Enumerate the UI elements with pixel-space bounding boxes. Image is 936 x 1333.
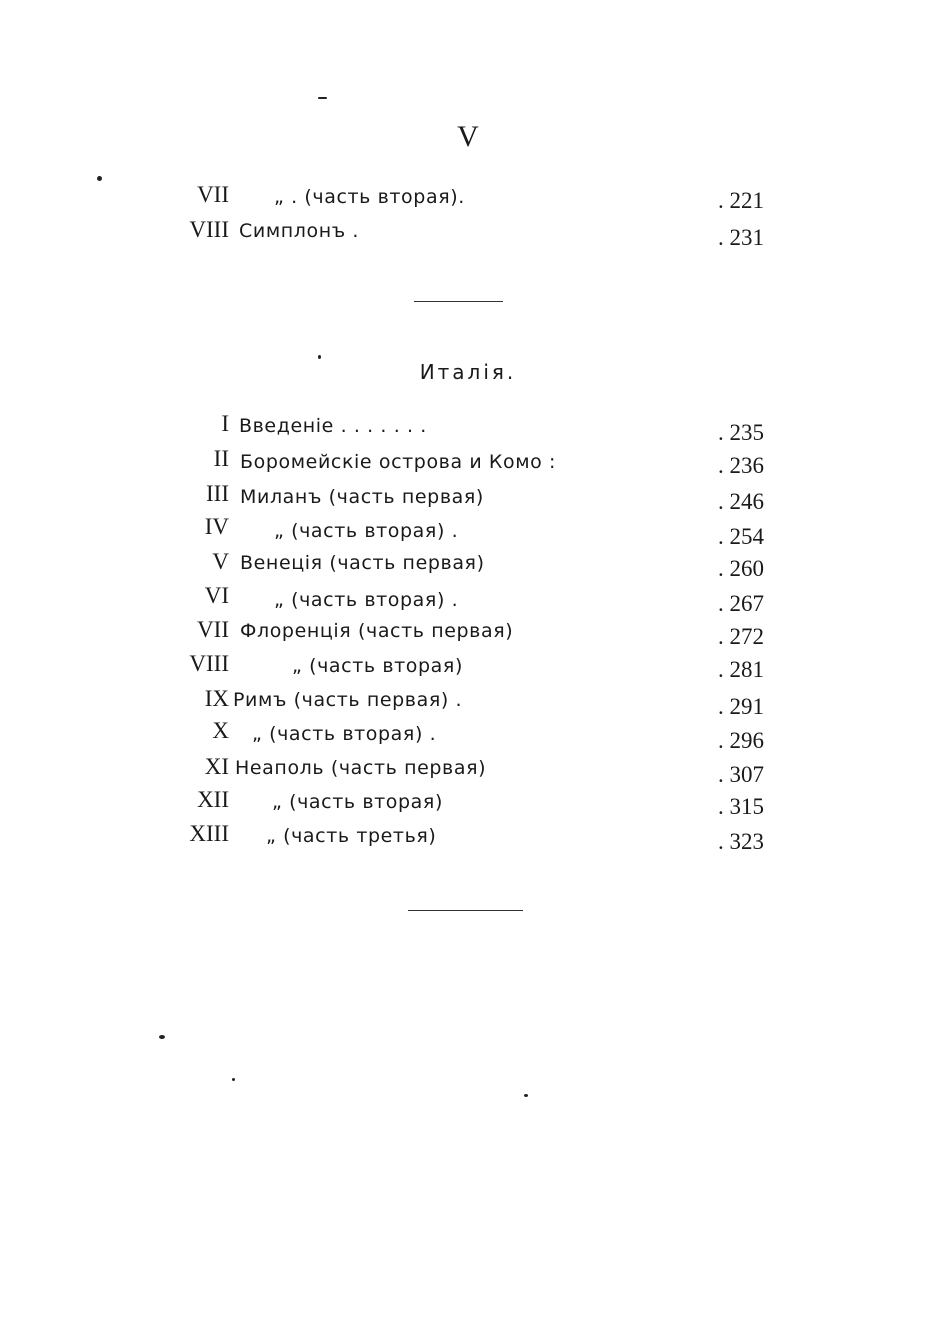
entry-page: . 307 bbox=[718, 762, 764, 787]
entry-title: Боромейскіе острова и Комо : bbox=[240, 451, 557, 473]
toc-entry bbox=[0, 481, 936, 515]
toc-entry bbox=[0, 182, 936, 216]
entry-numeral: VII bbox=[197, 617, 229, 642]
entry-numeral: IV bbox=[204, 514, 229, 539]
toc-entry bbox=[0, 617, 936, 651]
page-number: V bbox=[457, 120, 479, 153]
entry-numeral: XIII bbox=[189, 821, 229, 846]
entry-page: . 246 bbox=[718, 489, 764, 514]
entry-numeral: XI bbox=[204, 754, 229, 779]
entry-page: . 254 bbox=[718, 524, 764, 549]
entry-title: „ (часть вторая) . bbox=[274, 520, 459, 542]
entry-page: . 221 bbox=[718, 188, 764, 213]
entry-numeral: III bbox=[206, 481, 229, 506]
entry-page: . 235 bbox=[718, 420, 764, 445]
entry-page: . 272 bbox=[718, 624, 764, 649]
print-speck bbox=[524, 1094, 528, 1097]
print-speck bbox=[318, 97, 327, 99]
section-heading: Италія. bbox=[419, 360, 517, 384]
print-speck bbox=[232, 1078, 235, 1081]
entry-title: Флоренція (часть первая) bbox=[240, 620, 514, 642]
entry-numeral: II bbox=[213, 446, 229, 471]
toc-entry bbox=[0, 411, 936, 445]
entry-page: . 291 bbox=[718, 694, 764, 719]
entry-title: „ (часть вторая) . bbox=[274, 589, 459, 611]
entry-numeral: VII bbox=[197, 182, 229, 207]
entry-numeral: VIII bbox=[189, 651, 229, 676]
toc-entry bbox=[0, 583, 936, 617]
divider-rule bbox=[414, 301, 503, 302]
entry-page: . 236 bbox=[718, 453, 764, 478]
toc-entry bbox=[0, 514, 936, 548]
entry-numeral: I bbox=[221, 411, 229, 436]
closing-rule bbox=[408, 910, 523, 911]
entry-numeral: VI bbox=[204, 583, 229, 608]
toc-entry bbox=[0, 217, 936, 251]
entry-page: . 315 bbox=[718, 794, 764, 819]
entry-title: Введеніе . . . . . . . bbox=[239, 415, 427, 437]
entry-page: . 281 bbox=[718, 657, 764, 682]
entry-title: „ (часть вторая) bbox=[292, 655, 463, 677]
entry-numeral: XII bbox=[197, 787, 229, 812]
entry-page: . 260 bbox=[718, 556, 764, 581]
print-speck bbox=[318, 355, 321, 359]
toc-entry bbox=[0, 686, 936, 720]
toc-entry bbox=[0, 446, 936, 480]
entry-page: . 231 bbox=[718, 225, 764, 250]
toc-entry bbox=[0, 549, 936, 583]
entry-title: Венеція (часть первая) bbox=[240, 552, 485, 574]
entry-title: Неаполь (часть первая) bbox=[235, 757, 487, 779]
entry-page: . 296 bbox=[718, 728, 764, 753]
toc-entry bbox=[0, 754, 936, 788]
toc-entry bbox=[0, 651, 936, 685]
entry-numeral: V bbox=[212, 549, 229, 574]
entry-numeral: IX bbox=[204, 686, 229, 711]
entry-page: . 267 bbox=[718, 591, 764, 616]
toc-entry bbox=[0, 821, 936, 855]
entry-title: „ (часть вторая) bbox=[272, 791, 443, 813]
toc-entry bbox=[0, 718, 936, 752]
entry-title: Миланъ (часть первая) bbox=[240, 486, 484, 508]
entry-numeral: X bbox=[212, 718, 229, 743]
entry-title: Симплонъ . bbox=[239, 220, 360, 242]
entry-title: Римъ (часть первая) . bbox=[233, 689, 463, 711]
print-speck bbox=[97, 176, 102, 181]
print-speck bbox=[159, 1035, 165, 1039]
entry-page: . 323 bbox=[718, 829, 764, 854]
toc-entry bbox=[0, 787, 936, 821]
entry-numeral: VIII bbox=[189, 217, 229, 242]
entry-title: „ (часть вторая) . bbox=[252, 723, 437, 745]
entry-title: „ (часть третья) bbox=[266, 825, 437, 847]
entry-title: „ . (часть вторая). bbox=[274, 186, 465, 208]
